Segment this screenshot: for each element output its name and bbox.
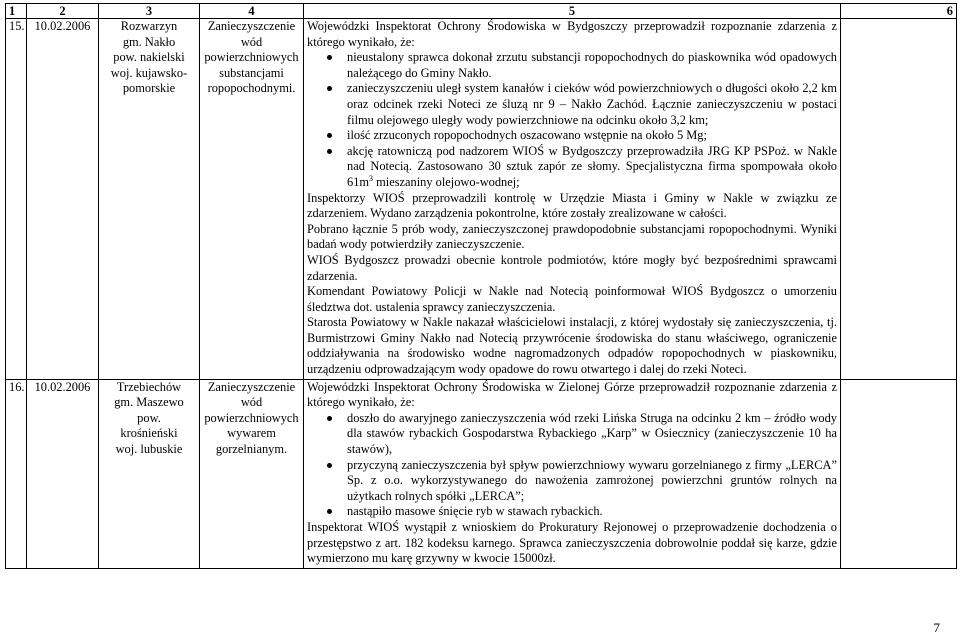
type-line: Zanieczyszczenie	[207, 19, 296, 33]
location-line: pow.	[137, 410, 161, 425]
description-intro: Wojewódzki Inspektorat Ochrony Środowiska w Bydgoszczy przeprowadził rozpoznanie zdarzenia z którego wynikało, że:	[307, 19, 837, 49]
row-date: 10.02.2006	[27, 19, 99, 380]
row-number: 16.	[6, 379, 27, 568]
location-line: Rozwarzyn	[120, 19, 178, 33]
header-col-5: 5	[304, 4, 841, 19]
bullet-item: zanieczyszczeniu uległ system kanałów i cieków wód powierzchniowych o długości około 2,2 km oraz odcinek rzeki Noteci ze śluzą nr 9 – Nakło Zachód. Łącznie zanieczyszczeniu w postaci filmu olejowego uległy wody powierzchniowe na odcinku około 3,2 km;	[307, 81, 837, 128]
header-col-2: 2	[27, 4, 99, 19]
row-date: 10.02.2006	[27, 379, 99, 568]
bullet-item: nieustalony sprawca dokonał zrzutu substancji ropopochodnych do piaskownika wód opadowych należącego do Gminy Nakło.	[307, 50, 837, 81]
table-row	[6, 19, 957, 380]
row-type	[200, 19, 304, 380]
description-paragraph: Komendant Powiatowy Policji w Nakle nad Notecią poinformował WIOŚ Bydgoszcz o umorzeniu śledztwa dot. ustalenia sprawcy zanieczyszczenia.	[307, 284, 837, 314]
page-number: 7	[933, 620, 940, 635]
description-paragraph: Pobrano łącznie 5 prób wody, zanieczyszczonej prawdopodobnie substancjami ropopochodnymi. Wyniki badań wody potwierdziły zanieczyszczenie.	[307, 221, 837, 252]
description-bullets	[307, 50, 837, 190]
superscript: 3	[369, 173, 374, 183]
bullet-item	[307, 144, 837, 191]
location-line: pow. nakielski	[113, 50, 185, 65]
row-location	[99, 379, 200, 568]
row-type	[200, 379, 304, 568]
header-row	[6, 4, 957, 19]
type-line: gorzelnianym.	[215, 442, 288, 457]
type-line: Zanieczyszczenie	[207, 379, 296, 394]
description-intro: Wojewódzki Inspektorat Ochrony Środowiska w Zielonej Górze przeprowadził rozpoznanie zdarzenia z którego wynikało, że:	[307, 379, 837, 410]
row-description	[304, 379, 841, 568]
type-line: powierzchniowych	[204, 50, 299, 65]
description-paragraph: WIOŚ Bydgoszcz prowadzi obecnie kontrole podmiotów, które mogły być bezpośrednimi sprawcami zdarzenia.	[307, 252, 837, 283]
row-location	[99, 19, 200, 380]
type-line: wód	[240, 34, 263, 49]
type-line: ropopochodnymi.	[207, 81, 296, 96]
bullet-item: przyczyną zanieczyszczenia był spływ powierzchniowy wywaru gorzelnianego z firmy „LERCA” Sp. z o.o. wykorzystywanego do nawożenia zamrożonej powierzchni gruntów rolnych na użytkach rolnych spółki „LERCA”;	[307, 458, 837, 505]
type-line: powierzchniowych	[204, 410, 299, 425]
bullet-item: nastąpiło masowe śnięcie ryb w stawach rybackich.	[307, 504, 837, 520]
location-line: krośnieński	[120, 426, 178, 441]
bullet-item: doszło do awaryjnego zanieczyszczenia wód rzeki Lińska Struga na odcinku 2 km – źródło wody dla stawów rybackich Gospodarstwa Rybackiego „Karp” w Osiecznicy (zanieczyszczenie 10 ha stawów),	[307, 411, 837, 458]
row-description	[304, 19, 841, 380]
header-col-4: 4	[200, 4, 304, 19]
type-line: wywarem	[227, 426, 276, 441]
location-line: gm. Maszewo	[114, 395, 184, 410]
location-line: pomorskie	[122, 81, 176, 96]
bullet-text-tail: mieszaniny olejowo-wodnej;	[373, 174, 520, 189]
bullet-item: ilość zrzuconych ropopochodnych oszacowano wstępnie na około 5 Mg;	[307, 128, 837, 144]
table-row	[6, 379, 957, 568]
location-line: gm. Nakło	[122, 34, 176, 49]
location-line: woj. kujawsko-	[110, 65, 188, 80]
location-line: Trzebiechów	[116, 379, 182, 394]
description-bullets	[307, 411, 837, 520]
location-line: woj. lubuskie	[115, 442, 183, 457]
description-paragraph: Inspektorzy WIOŚ przeprowadzili kontrolę w Urzędzie Miasta i Gminy w Nakle w związku ze zdarzeniem. Wydano zarządzenia pokontrolne, które zostały zrealizowane w całości.	[307, 190, 837, 221]
bullet-text: akcję ratowniczą pod nadzorem WIOŚ w Bydgoszczy przeprowadziła JRG KP PSPoż. w Nakle nad Notecią. Zastosowano 30 sztuk zapór ze słomy. Specjalistyczna firma spompowała około 61m	[347, 143, 837, 189]
header-col-1: 1	[6, 4, 27, 19]
header-col-6: 6	[841, 4, 957, 19]
type-line: substancjami	[219, 65, 284, 80]
description-paragraph: Starosta Powiatowy w Nakle nakazał właścicielowi instalacji, z której wydostały się zanieczyszczenia, tj. Burmistrzowi Gminy Nakło nad Notecią przywrócenie środowiska do stanu właściwego, ograniczenie oddziaływania na środowisko wodne nagromadzonych odpadów ropopochodnych w piaskowniku, urządzeniu odprowadzającym wody opadowe do rowu otwartego i dalej do rzeki Noteci.	[307, 315, 837, 377]
row-number: 15.	[6, 19, 27, 380]
type-line: wód	[240, 395, 263, 410]
row-notes	[841, 19, 957, 380]
header-col-3: 3	[99, 4, 200, 19]
row-notes	[841, 379, 957, 568]
description-closing: Inspektorat WIOŚ wystąpił z wnioskiem do Prokuratury Rejonowej o przeprowadzenie dochodzenia o przestępstwo z art. 182 kodeksu karnego. Sprawca zanieczyszczenia dobrowolnie poddał się karze, gdzie wymierzono mu karę grzywny w kwocie 15000zł.	[307, 520, 837, 566]
incident-table	[5, 3, 957, 569]
